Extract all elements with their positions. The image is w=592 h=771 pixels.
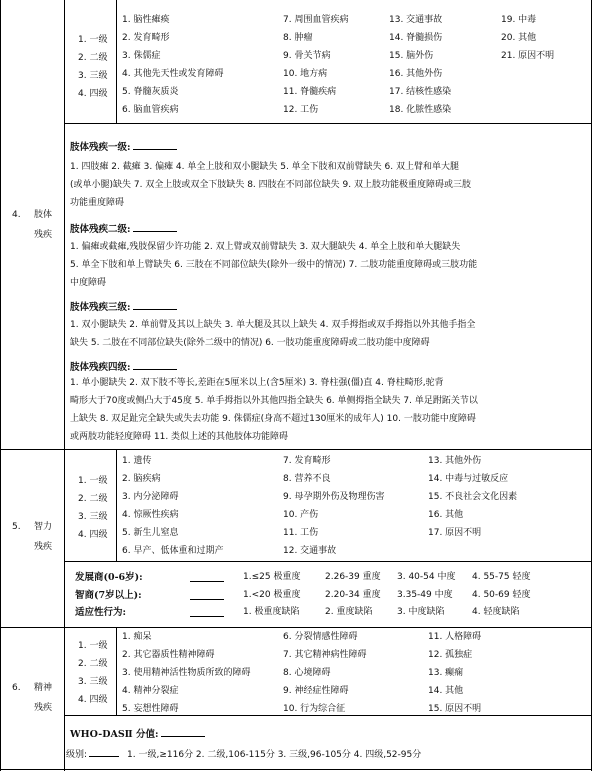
iq-option[interactable]: 1.<20 极重度 <box>243 590 301 600</box>
cause-option[interactable]: 11. 工伤 <box>283 528 319 538</box>
cause-option[interactable]: 8. 心境障碍 <box>283 668 331 678</box>
grade-line: 缺失 5. 二肢在不同部位缺失(除外二级中的情况) 6. 一肢功能重度障碍或二肢功能中度障碍 <box>70 338 430 348</box>
cause-option[interactable]: 10. 地方病 <box>283 69 328 79</box>
cause-option[interactable]: 17. 原因不明 <box>428 528 482 538</box>
adaptive-behavior-option[interactable]: 4. 轻度缺陷 <box>472 607 520 617</box>
cause-option[interactable]: 3. 内分泌障碍 <box>122 492 179 502</box>
cause-option[interactable]: 2. 脑疾病 <box>122 474 161 484</box>
grade-line: 1. 双小腿缺失 2. 单前臂及其以上缺失 3. 单大腿及其以上缺失 4. 双手拇指或双手拇指以外其他手指全 <box>70 320 476 330</box>
grade-line: 或两肢功能轻度障碍 11. 类似上述的其他肢体功能障碍 <box>70 432 289 442</box>
cause-option[interactable]: 1. 脑性瘫痪 <box>122 15 170 25</box>
dq-label: 发展商(0-6岁): <box>75 572 143 583</box>
dq-blank[interactable] <box>190 572 224 582</box>
degree-option[interactable]: 3. 三级 <box>78 677 108 687</box>
answer-blank[interactable] <box>133 222 177 232</box>
who-das-blank[interactable] <box>161 727 205 737</box>
cause-option[interactable]: 14. 其他 <box>428 686 464 696</box>
cause-option[interactable]: 6. 脑血管疾病 <box>122 105 179 115</box>
grade-line: 1. 偏瘫或截瘫,残肢保留少许功能 2. 双上臂或双前臂缺失 3. 双大腿缺失 4. 单全上肢和单大腿缺失 <box>70 242 461 252</box>
cause-option[interactable]: 12. 工伤 <box>283 105 319 115</box>
cause-option[interactable]: 5. 新生儿窒息 <box>122 528 179 538</box>
grade-line: (或单小腿)缺失 7. 双全上肢或双全下肢缺失 8. 四肢在不同部位缺失 9. 双上肢功能极重度障碍或三肢 <box>70 180 471 190</box>
degree-option[interactable]: 3. 三级 <box>78 512 108 522</box>
cause-option[interactable]: 1. 遗传 <box>122 456 152 466</box>
cause-option[interactable]: 7. 其它精神病性障碍 <box>283 650 367 660</box>
cause-option[interactable]: 9. 骨关节病 <box>283 51 331 61</box>
grade-line: 上缺失 8. 双足趾完全缺失或失去功能 9. 侏儒症(身高不超过130厘米的成年人) 10. 一肢功能中度障碍 <box>70 414 476 424</box>
cause-option[interactable]: 11. 脊髓疾病 <box>283 87 337 97</box>
degree-option[interactable]: 2. 二级 <box>78 53 108 63</box>
cause-option[interactable]: 3. 侏儒症 <box>122 51 161 61</box>
level-blank[interactable] <box>89 747 119 757</box>
cause-option[interactable]: 13. 癫痫 <box>428 668 464 678</box>
grade-title: 肢体残疾一级: <box>70 140 177 153</box>
cause-option[interactable]: 18. 化脓性感染 <box>389 105 452 115</box>
cause-option[interactable]: 2. 发育畸形 <box>122 33 170 43</box>
degree-option[interactable]: 1. 一级 <box>78 35 108 45</box>
adaptive-behavior-option[interactable]: 2. 重度缺陷 <box>325 607 373 617</box>
degree-option[interactable]: 1. 一级 <box>78 476 108 486</box>
cause-option[interactable]: 7. 周围血管疾病 <box>283 15 349 25</box>
who-das-label: WHO-DASⅡ 分值: <box>70 727 205 740</box>
cause-option[interactable]: 4. 其他先天性或发育障碍 <box>122 69 224 79</box>
cause-option[interactable]: 17. 结核性感染 <box>389 87 452 97</box>
section-name-line1: 肢体 <box>34 210 53 220</box>
dq-option[interactable]: 3. 40-54 中度 <box>397 572 456 582</box>
cause-option[interactable]: 4. 精神分裂症 <box>122 686 179 696</box>
cause-option[interactable]: 15. 脑外伤 <box>389 51 434 61</box>
level-label: 级别: <box>66 750 88 760</box>
grade-line: 功能重度障碍 <box>70 198 125 208</box>
grade-line: 1. 四肢瘫 2. 截瘫 3. 偏瘫 4. 单全上肢和双小腿缺失 5. 单全下肢和双前臂缺失 6. 双上臂和单大腿 <box>70 162 459 172</box>
answer-blank[interactable] <box>133 300 177 310</box>
cause-option[interactable]: 14. 中毒与过敏反应 <box>428 474 509 484</box>
dq-option[interactable]: 2.26-39 重度 <box>325 572 381 582</box>
iq-label: 智商(7岁以上): <box>75 590 142 601</box>
answer-blank[interactable] <box>133 360 177 370</box>
cause-option[interactable]: 5. 脊髓灰质炎 <box>122 87 179 97</box>
dq-option[interactable]: 1.≤25 极重度 <box>243 572 301 582</box>
cause-option[interactable]: 11. 人格障碍 <box>428 632 482 642</box>
cause-option[interactable]: 4. 惊厥性疾病 <box>122 510 179 520</box>
grade-line: 中度障碍 <box>70 278 107 288</box>
cause-option[interactable]: 3. 使用精神活性物质所致的障碍 <box>122 668 251 678</box>
level-row <box>66 747 421 761</box>
cause-option[interactable]: 10. 行为综合征 <box>283 704 346 714</box>
section-name-line1: 智力 <box>34 522 53 532</box>
degree-option[interactable]: 3. 三级 <box>78 71 108 81</box>
adaptive-behavior-option[interactable]: 1. 极重度缺陷 <box>243 607 300 617</box>
adaptive-behavior-blank[interactable] <box>190 607 224 617</box>
grade-line: 5. 单全下肢和单上臂缺失 6. 三肢在不同部位缺失(除外一级中的情况) 7. 二肢功能重度障碍或三肢功能 <box>70 260 478 270</box>
degree-option[interactable]: 1. 一级 <box>78 641 108 651</box>
cause-option[interactable]: 16. 其他 <box>428 510 464 520</box>
adaptive-behavior-option[interactable]: 3. 中度缺陷 <box>397 607 445 617</box>
cause-option[interactable]: 6. 早产、低体重和过期产 <box>122 546 224 556</box>
iq-blank[interactable] <box>190 590 224 600</box>
grade-line: 1. 单小腿缺失 2. 双下肢不等长,差距在5厘米以上(含5厘米) 3. 脊柱强(僵)直 4. 脊柱畸形,驼背 <box>70 378 444 388</box>
iq-option[interactable]: 3.35-49 中度 <box>397 590 453 600</box>
cause-option[interactable]: 15. 不良社会文化因素 <box>428 492 518 502</box>
cause-option[interactable]: 9. 母孕期外伤及物理伤害 <box>283 492 385 502</box>
cause-option[interactable]: 8. 营养不良 <box>283 474 331 484</box>
section-number: 5. <box>12 522 21 532</box>
cause-option[interactable]: 16. 其他外伤 <box>389 69 443 79</box>
grade-title: 肢体残疾三级: <box>70 300 177 313</box>
iq-option[interactable]: 2.20-34 重度 <box>325 590 381 600</box>
grade-title: 肢体残疾二级: <box>70 222 177 235</box>
cause-option[interactable]: 12. 交通事故 <box>283 546 337 556</box>
cause-option[interactable]: 1. 痴呆 <box>122 632 152 642</box>
section-number: 6. <box>12 683 21 693</box>
section-name-line2: 残疾 <box>34 230 53 240</box>
degree-option[interactable]: 4. 四级 <box>78 530 108 540</box>
cause-option[interactable]: 13. 其他外伤 <box>428 456 482 466</box>
cause-option[interactable]: 12. 孤独症 <box>428 650 473 660</box>
cause-option[interactable]: 21. 原因不明 <box>501 51 555 61</box>
grade-title: 肢体残疾四级: <box>70 360 177 373</box>
section-name-line2: 残疾 <box>34 703 53 713</box>
cause-option[interactable]: 15. 原因不明 <box>428 704 482 714</box>
cause-option[interactable]: 6. 分裂情感性障碍 <box>283 632 358 642</box>
cause-option[interactable]: 9. 神经症性障碍 <box>283 686 349 696</box>
cause-option[interactable]: 8. 肿瘤 <box>283 33 313 43</box>
degree-option[interactable]: 2. 二级 <box>78 659 108 669</box>
adaptive-behavior-label: 适应性行为: <box>75 607 127 618</box>
cause-option[interactable]: 19. 中毒 <box>501 15 537 25</box>
cause-option[interactable]: 2. 其它器质性精神障碍 <box>122 650 215 660</box>
dq-option[interactable]: 4. 55-75 轻度 <box>472 572 531 582</box>
grade-line: 畸形大于70度或侧凸大于45度 5. 单手拇指以外其他四指全缺失 6. 单侧拇指全缺失 7. 单足跗跖关节以 <box>70 396 478 406</box>
section-name-line1: 精神 <box>34 683 53 693</box>
cause-option[interactable]: 20. 其他 <box>501 33 537 43</box>
degree-option[interactable]: 2. 二级 <box>78 494 108 504</box>
cause-option[interactable]: 7. 发育畸形 <box>283 456 331 466</box>
cause-option[interactable]: 14. 脊髓损伤 <box>389 33 443 43</box>
level-options[interactable]: 1. 一级,≥116分 2. 二级,106-115分 3. 三级,96-105分 4. 四级,52-95分 <box>127 750 422 760</box>
degree-option[interactable]: 4. 四级 <box>78 89 108 99</box>
cause-option[interactable]: 10. 产伤 <box>283 510 319 520</box>
cause-option[interactable]: 5. 妄想性障碍 <box>122 704 179 714</box>
answer-blank[interactable] <box>133 140 177 150</box>
section-number: 4. <box>12 210 21 220</box>
iq-option[interactable]: 4. 50-69 轻度 <box>472 590 531 600</box>
degree-option[interactable]: 4. 四级 <box>78 695 108 705</box>
section-name-line2: 残疾 <box>34 542 53 552</box>
cause-option[interactable]: 13. 交通事故 <box>389 15 443 25</box>
